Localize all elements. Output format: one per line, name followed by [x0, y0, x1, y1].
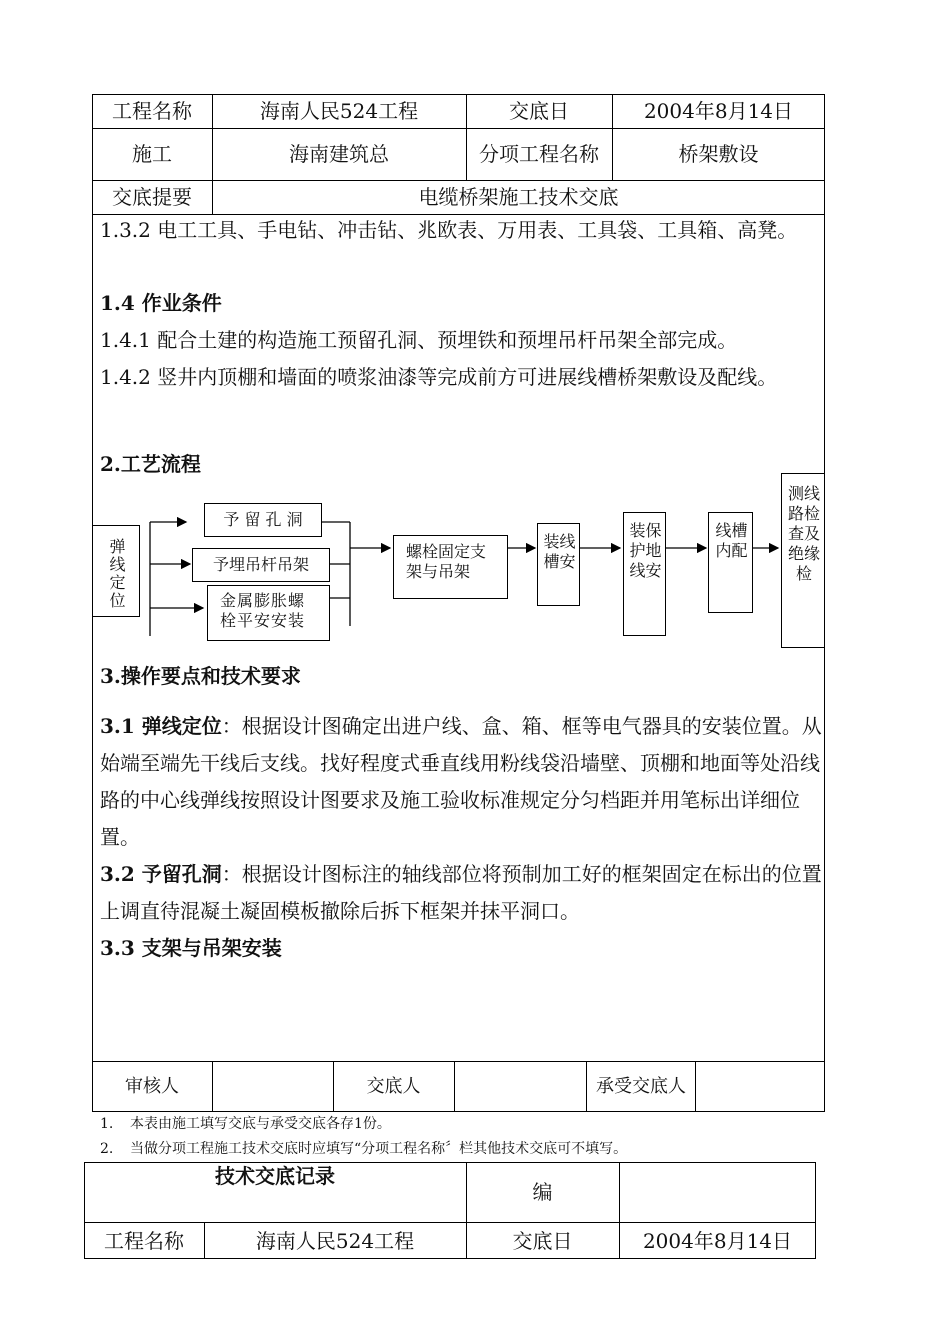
summary-label: 交底提要 — [112, 185, 192, 209]
flow-step1-text: 螺栓固定支架与吊架 — [406, 542, 487, 581]
paragraph-3-1 — [100, 708, 822, 856]
date-label: 交底日 — [509, 99, 569, 123]
note-1-number: 1. — [100, 1116, 114, 1132]
paragraph-3-2-text: ：根据设计图标注的轴线部位将预制加工好的框架固定在标出的位置上调直待混凝土凝固模板撤除后拆下框架并抹平洞口。 — [100, 862, 822, 923]
record-title: 技术交底记录 — [215, 1164, 335, 1188]
flow-branch3-text: 金属膨胀螺栓平安安装 — [220, 591, 306, 630]
paragraph-3-2-title: 3.2 予留孔洞 — [100, 862, 222, 886]
flow-step1-box — [393, 535, 508, 599]
code-label: 编 — [532, 1180, 553, 1204]
note-2: 当做分项工程施工技术交底时应填写“分项工程名称〞栏其他技术交底可不填写。 — [130, 1141, 628, 1157]
flow-step5-text: 测线路检查及绝缘检 — [788, 484, 821, 583]
date-value: 2004年8月14日 — [643, 99, 794, 123]
flow-step2-box — [537, 523, 580, 606]
subproject-value: 桥架敷设 — [678, 142, 759, 166]
project-name-value: 海南人民524工程 — [259, 99, 419, 123]
paragraph-3-1-title: 3.1 弹线定位 — [100, 714, 222, 738]
second-project-name-label: 工程名称 — [104, 1228, 184, 1253]
reviewer-field[interactable] — [212, 1061, 333, 1112]
receiver-field[interactable] — [695, 1061, 825, 1112]
flow-step3-text: 装保护地线安 — [629, 521, 662, 580]
paragraph-1-4-2: 1.4.2 竖井内顶棚和墙面的喷浆油漆等完成前方可进展线槽桥架敷设及配线。 — [100, 365, 778, 389]
paragraph-3-2 — [100, 856, 822, 930]
receiver-label: 承受交底人 — [596, 1075, 686, 1097]
heading-2: 2.工艺流程 — [100, 452, 201, 476]
heading-1-4: 1.4 作业条件 — [100, 291, 222, 315]
flow-branch1-text: 予 留 孔 洞 — [223, 510, 303, 529]
flow-step2-text: 装线槽安 — [543, 532, 576, 571]
subproject-label: 分项工程名称 — [479, 142, 599, 166]
construction-label: 施工 — [132, 142, 172, 166]
discloser-field[interactable] — [454, 1061, 586, 1112]
second-date-label: 交底日 — [512, 1228, 573, 1253]
heading-3-3: 3.3 支架与吊架安装 — [100, 936, 282, 960]
note-2-number: 2. — [100, 1141, 114, 1157]
paragraph-1-4-1: 1.4.1 配合土建的构造施工预留孔洞、预埋铁和预埋吊杆吊架全部完成。 — [100, 328, 738, 352]
note-1: 本表由施工填写交底与承受交底各存1份。 — [130, 1116, 391, 1132]
flow-branch3-box — [207, 585, 330, 641]
construction-value: 海南建筑总 — [289, 142, 389, 166]
discloser-label: 交底人 — [366, 1075, 421, 1097]
second-date-value: 2004年8月14日 — [642, 1228, 793, 1253]
second-project-name-value: 海南人民524工程 — [255, 1228, 415, 1253]
flow-start-box — [92, 525, 140, 617]
paragraph-3-1-text: ：根据设计图确定出进户线、盒、箱、框等电气器具的安装位置。从始端至端先干线后支线。找好程度式垂直线用粉线袋沿墙壁、顶棚和地面等处沿线路的中心线弹线按照设计图要求及施工验收标准规定分匀档距并用笔标出详细位置。 — [100, 714, 822, 849]
flow-step3-box — [623, 512, 666, 636]
project-name-label: 工程名称 — [112, 99, 192, 123]
paragraph-1-3-2: 1.3.2 电工工具、手电钻、冲击钻、兆欧表、万用表、工具袋、工具箱、高凳。 — [100, 218, 798, 242]
flow-start-text: 弹线定位 — [107, 538, 126, 610]
reviewer-label: 审核人 — [125, 1075, 179, 1097]
summary-value: 电缆桥架施工技术交底 — [418, 185, 619, 209]
flow-branch2-text: 予埋吊杆吊架 — [212, 555, 309, 574]
flow-branch1-box — [204, 503, 322, 537]
flow-step4-text: 线槽内配 — [715, 521, 748, 560]
heading-3: 3.操作要点和技术要求 — [100, 664, 301, 688]
flow-branch2-box — [192, 548, 330, 582]
flow-step5-box — [781, 473, 825, 648]
flow-step4-box — [708, 512, 753, 613]
